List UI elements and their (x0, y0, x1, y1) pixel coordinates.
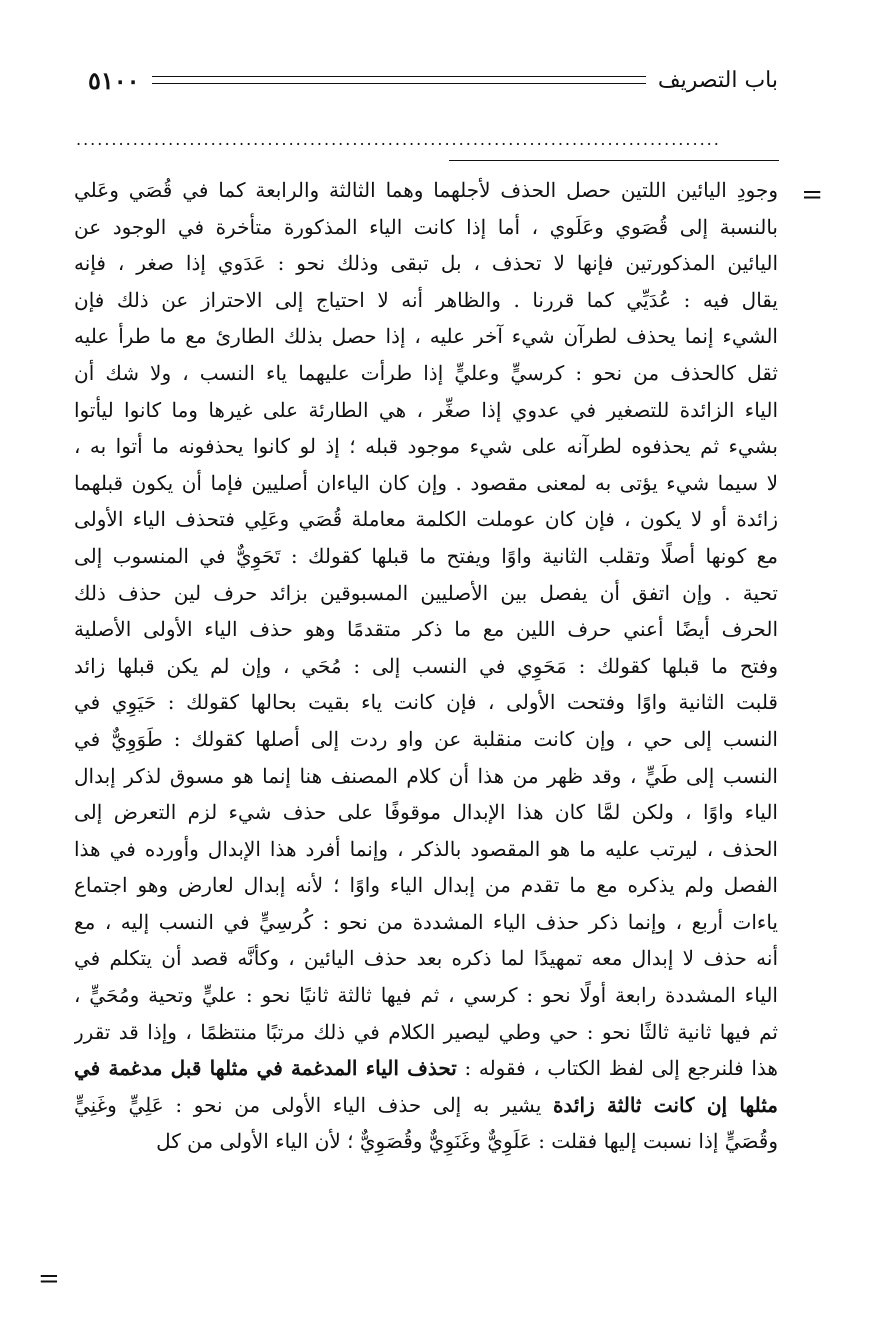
line-text: وجودِ اليائين اللتين حصل الحذف لأجلهما وهما الثالثة والرابعة كما في قُصَي وعَلي (74, 178, 778, 202)
page-number: ٥١٠٠ (88, 65, 140, 95)
quoted-text-bold: مثلها إن كانت ثالثة زائدة (552, 1092, 778, 1117)
line-text: بشيء ثم يحذفوه لطرآنه على شيء موجود قبله ؛ إذ لو كانوا يحذفونه ما أتوا به ، (74, 434, 778, 459)
line-text: بالنسبة إلى قُصَوي وعَلَوي ، أما إذا كانت الياء المذكورة متأخرة في الوجود عن (74, 214, 778, 239)
line-text: قلبت الثانية واوًا وفتحت الأولى ، فإن كانت ياء بقيت بحالها كقولك : حَيَوِي في (74, 690, 778, 715)
header-rule (152, 76, 646, 84)
line-text: يقال فيه : عُدَيِّي كما قررنا . والظاهر أنه لا احتياج إلى الاحتراز عن ذلك فإن (74, 287, 778, 312)
text-line (74, 611, 778, 648)
text-line (74, 1087, 778, 1124)
text-line (74, 428, 778, 465)
text-line (74, 721, 778, 758)
line-text: الحذف ، ليرتب عليه ما هو المقصود بالذكر ، وإنما أفرد هذا الإبدال وأورده في هذا (74, 836, 778, 861)
text-line (74, 758, 778, 795)
line-text: اليائين المذكورتين فإنها لا تحذف ، بل تبقى وذلك نحو : عَدَوي إذا صغر ، فإنه (74, 251, 778, 276)
page-header (88, 62, 778, 98)
text-line (74, 538, 778, 575)
line-text: الشيء إنما يحذف لطرآن شيء آخر عليه ، إذا حصل بذلك الطارئ مع ما طرأ عليه (74, 324, 778, 349)
line-text: النسب إلى حي ، وإن كانت منقلبة عن واو ردت إلى أصلها كقولك : طَوَوِيٌّ في (74, 726, 778, 751)
line-text: هذا فلنرجع إلى لفظ الكتاب ، فقوله : (456, 1056, 778, 1081)
footnote-body (74, 172, 778, 1160)
text-line (74, 904, 778, 941)
text-line (74, 940, 778, 977)
quoted-text-bold: تحذف الياء المدغمة في مثلها قبل مدغمة في (74, 1056, 457, 1081)
text-line (74, 318, 778, 355)
line-text: ياءات أربع ، وإنما ذكر حذف الياء المشددة من نحو : كُرسِيٍّ في النسب إليه ، مع (74, 909, 778, 934)
text-line (74, 245, 778, 282)
line-text: ثم فيها ثانية ثالثًا نحو : حي وطي ليصير الكلام في ذلك مرتبًا منتظمًا ، وإذا قد تقرر (74, 1019, 778, 1044)
text-line (74, 831, 778, 868)
line-text: الياء المشددة رابعة أولًا نحو : كرسي ، ثم فيها ثالثة ثانيًا نحو : عليٍّ وتحية ومُحَيٍّ ، (74, 983, 778, 1008)
text-line (74, 1123, 778, 1160)
text-line (74, 209, 778, 246)
line-text: أنه حذف لا إبدال معه تمهيدًا لما ذكره بعد حذف اليائين ، وكأنَّه قصد أن يتكلم في (74, 946, 778, 971)
chapter-title: باب التصريف (657, 67, 778, 93)
line-text: الفصل ولم يذكره مع ما تقدم من إبدال الياء واوًا ؛ لأنه إبدال لعارض وهو اجتماع (74, 873, 778, 898)
line-text: الياء الزائدة للتصغير في عدوي إذا صغِّر ، هي الطارئة على غيرها وما كانوا ليأتوا (74, 397, 778, 422)
line-text: الياء واوًا ، ولكن لمَّا كان هذا الإبدال موقوفًا على حذف شيء لزم التعرض إلى (74, 800, 778, 825)
text-line (74, 501, 778, 538)
line-text: ثقل كالحذف من نحو : كرسيٍّ وعليٍّ إذا طرأت عليهما ياء النسب ، ولا شك أن (74, 360, 778, 385)
text-line (74, 977, 778, 1014)
continuation-mark-bottom: = (38, 1264, 60, 1294)
line-text: لا سيما شيء يؤتى به لمعنى مقصود . وإن كان الياءان أصليين فإما أن يكون قبلهما (74, 470, 778, 495)
text-line (74, 867, 778, 904)
line-text: يشير به إلى حذف الياء الأولى من نحو : عَلِيٍّ وغَنِيٍّ (74, 1092, 553, 1117)
text-line (74, 684, 778, 721)
text-line (74, 465, 778, 502)
footnote-rule (449, 160, 779, 161)
text-line (74, 794, 778, 831)
text-line (74, 282, 778, 319)
text-line (74, 172, 778, 209)
line-text: تحية . وإن اتفق أن يفصل بين الأصليين المسبوقين بزائد حرف لين حذف ذلك (74, 580, 778, 605)
text-line (74, 648, 778, 685)
text-line (74, 575, 778, 612)
continuation-mark-top: = (801, 180, 823, 210)
text-line (74, 1014, 778, 1051)
line-text: زائدة أو لا يكون ، فإن كان عوملت الكلمة معاملة قُصَي وعَلِي فتحذف الياء الأولى (74, 507, 778, 532)
line-text: النسب إلى طَيٍّ ، وقد ظهر من هذا أن كلام المصنف هنا إنما هو مسوق لذكر إبدال (74, 763, 778, 788)
text-line (74, 355, 778, 392)
line-text: مع كونها أصلًا وتقلب الثانية واوًا ويفتح ما قبلها كقولك : تَحَوِيٌّ في المنسوب إلى (74, 543, 778, 568)
text-line (74, 1050, 778, 1087)
text-line (74, 392, 778, 429)
line-text: الحرف أيضًا أعني حرف اللين مع ما ذكر متقدمًا وهو حذف الياء الأولى الأصلية (74, 617, 778, 642)
dotted-separator: ........................................................................................... (76, 130, 721, 149)
line-text: وقُصَيٍّ إذا نسبت إليها فقلت : عَلَوِيٌّ وغَنَوِيٌّ وقُصَوِيٌّ ؛ لأن الياء الأولى من كل (156, 1129, 778, 1154)
line-text: وفتح ما قبلها كقولك : مَحَوِي في النسب إلى : مُحَي ، وإن لم يكن قبلها زائد (74, 653, 778, 678)
